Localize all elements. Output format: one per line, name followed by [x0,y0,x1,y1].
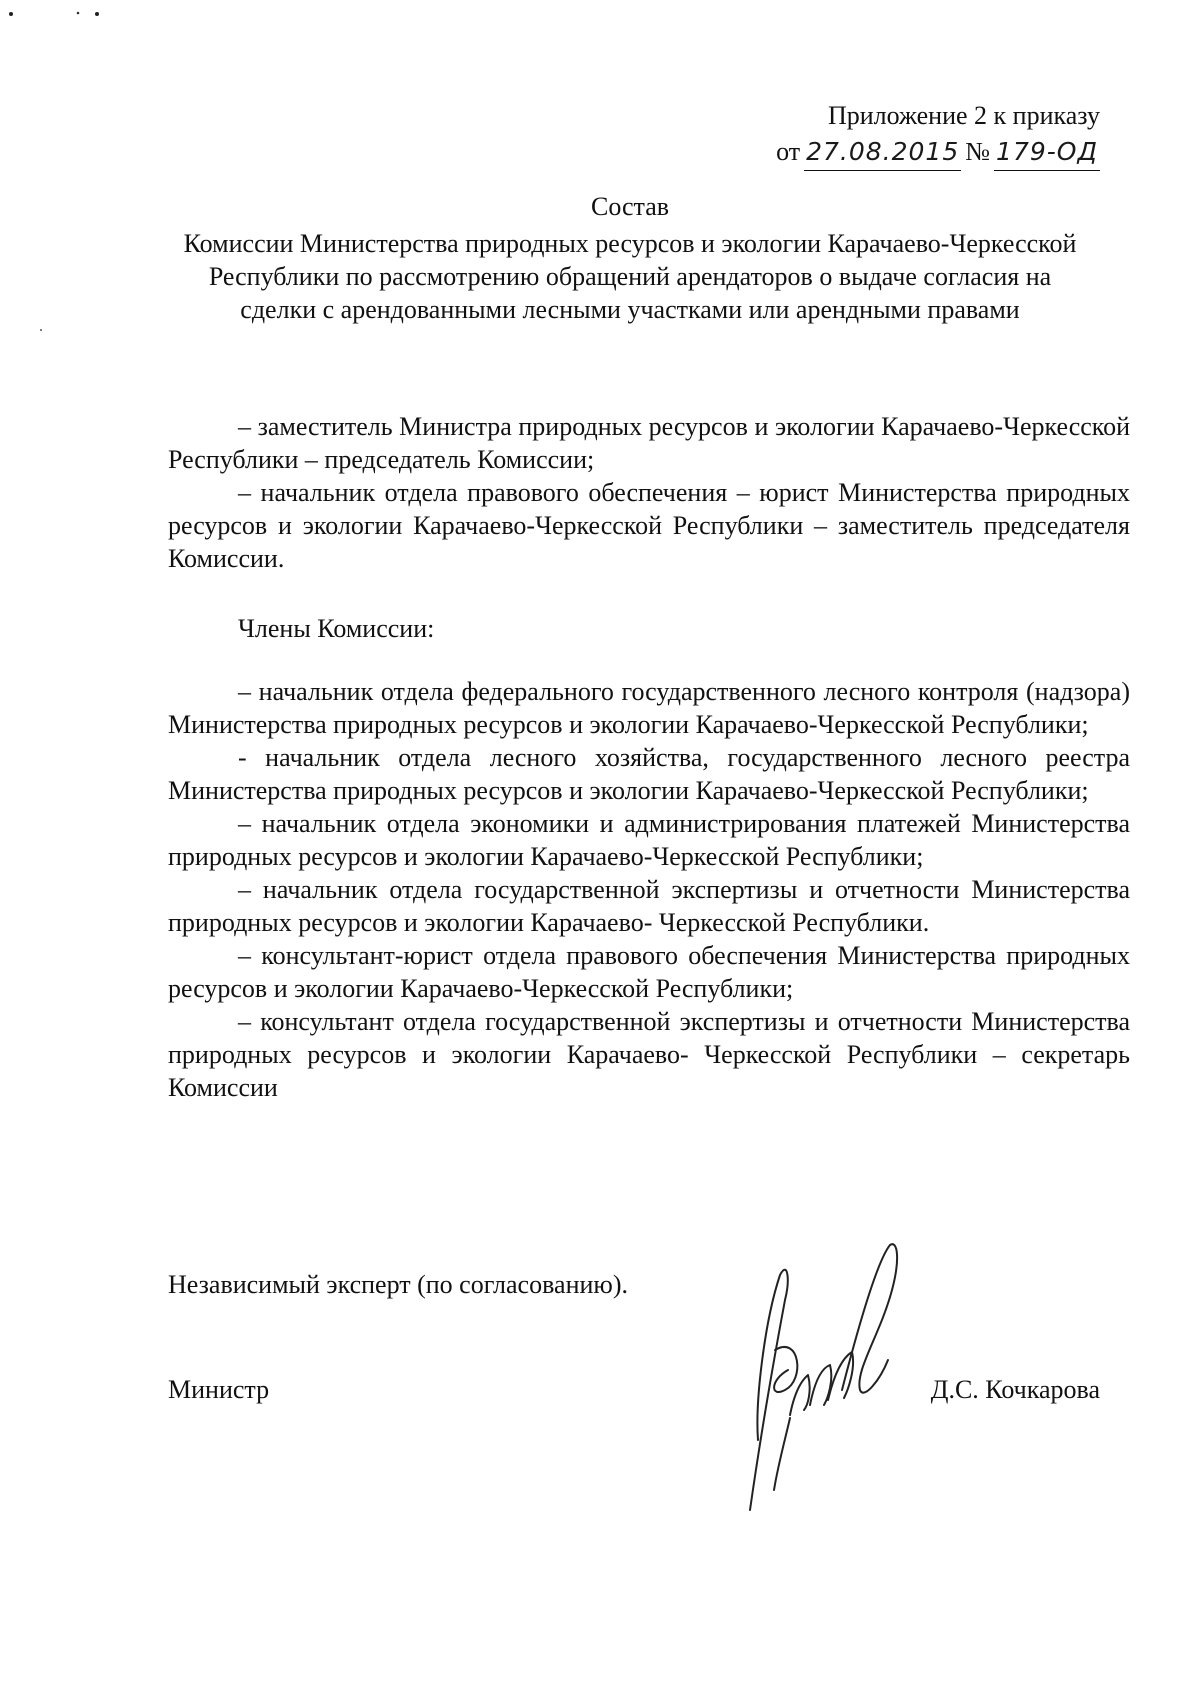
title-heading: Состав [590,192,670,221]
signatory-name: Д.С. Кочкарова [930,1375,1100,1404]
leadership-list [168,410,1130,575]
appendix-line: Приложение 2 к приказу [827,101,1100,130]
document-title [180,190,1080,326]
signature-image [730,1240,930,1520]
independent-expert: Независимый эксперт (по согласованию). [168,1270,628,1299]
member-item: – начальник отдела государственной экспертизы и отчетности Министерства природных ресурсов и экологии Карачаево- Черкесской Республики. [168,875,1130,937]
member-item: – консультант отдела государственной экспертизы и отчетности Министерства природных ресурсов и экологии Карачаево- Черкесской Республики – секретарь Комиссии [168,1007,1130,1102]
appendix-reference [776,98,1100,171]
members-heading: Члены Комиссии: [238,614,435,643]
title-subheading: Комиссии Министерства природных ресурсов и экологии Карачаево-Черкесской Республики по рассмотрению обращений арендаторов о выдаче согласия на сделки с арендованными лесными участками или арендными правами [183,229,1077,324]
scan-specks [0,0,120,360]
leadership-chair: – заместитель Министра природных ресурсов и экологии Карачаево-Черкесской Республики – председатель Комиссии; [168,412,1130,474]
order-date-prefix: от [776,137,801,166]
order-number: 179-ОД [994,134,1100,171]
member-item: – начальник отдела федерального государственного лесного контроля (надзора) Министерства природных ресурсов и экологии Карачаево-Черкесской Республики; [168,677,1130,739]
member-item: – консультант-юрист отдела правового обеспечения Министерства природных ресурсов и экологии Карачаево-Черкесской Республики; [168,941,1130,1003]
order-number-sign: № [965,137,991,166]
signatory-position: Министр [168,1375,270,1404]
member-item: – начальник отдела экономики и администрирования платежей Министерства природных ресурсов и экологии Карачаево-Черкесской Республики; [168,809,1130,871]
order-date: 27.08.2015 [804,134,961,171]
order-reference [776,134,1100,171]
members-list [168,675,1130,1104]
leadership-deputy-chair: – начальник отдела правового обеспечения – юрист Министерства природных ресурсов и экологии Карачаево-Черкесской Республики – заместитель председателя Комиссии. [168,478,1130,573]
member-item: - начальник отдела лесного хозяйства, государственного лесного реестра Министерства природных ресурсов и экологии Карачаево-Черкесской Республики; [168,743,1130,805]
